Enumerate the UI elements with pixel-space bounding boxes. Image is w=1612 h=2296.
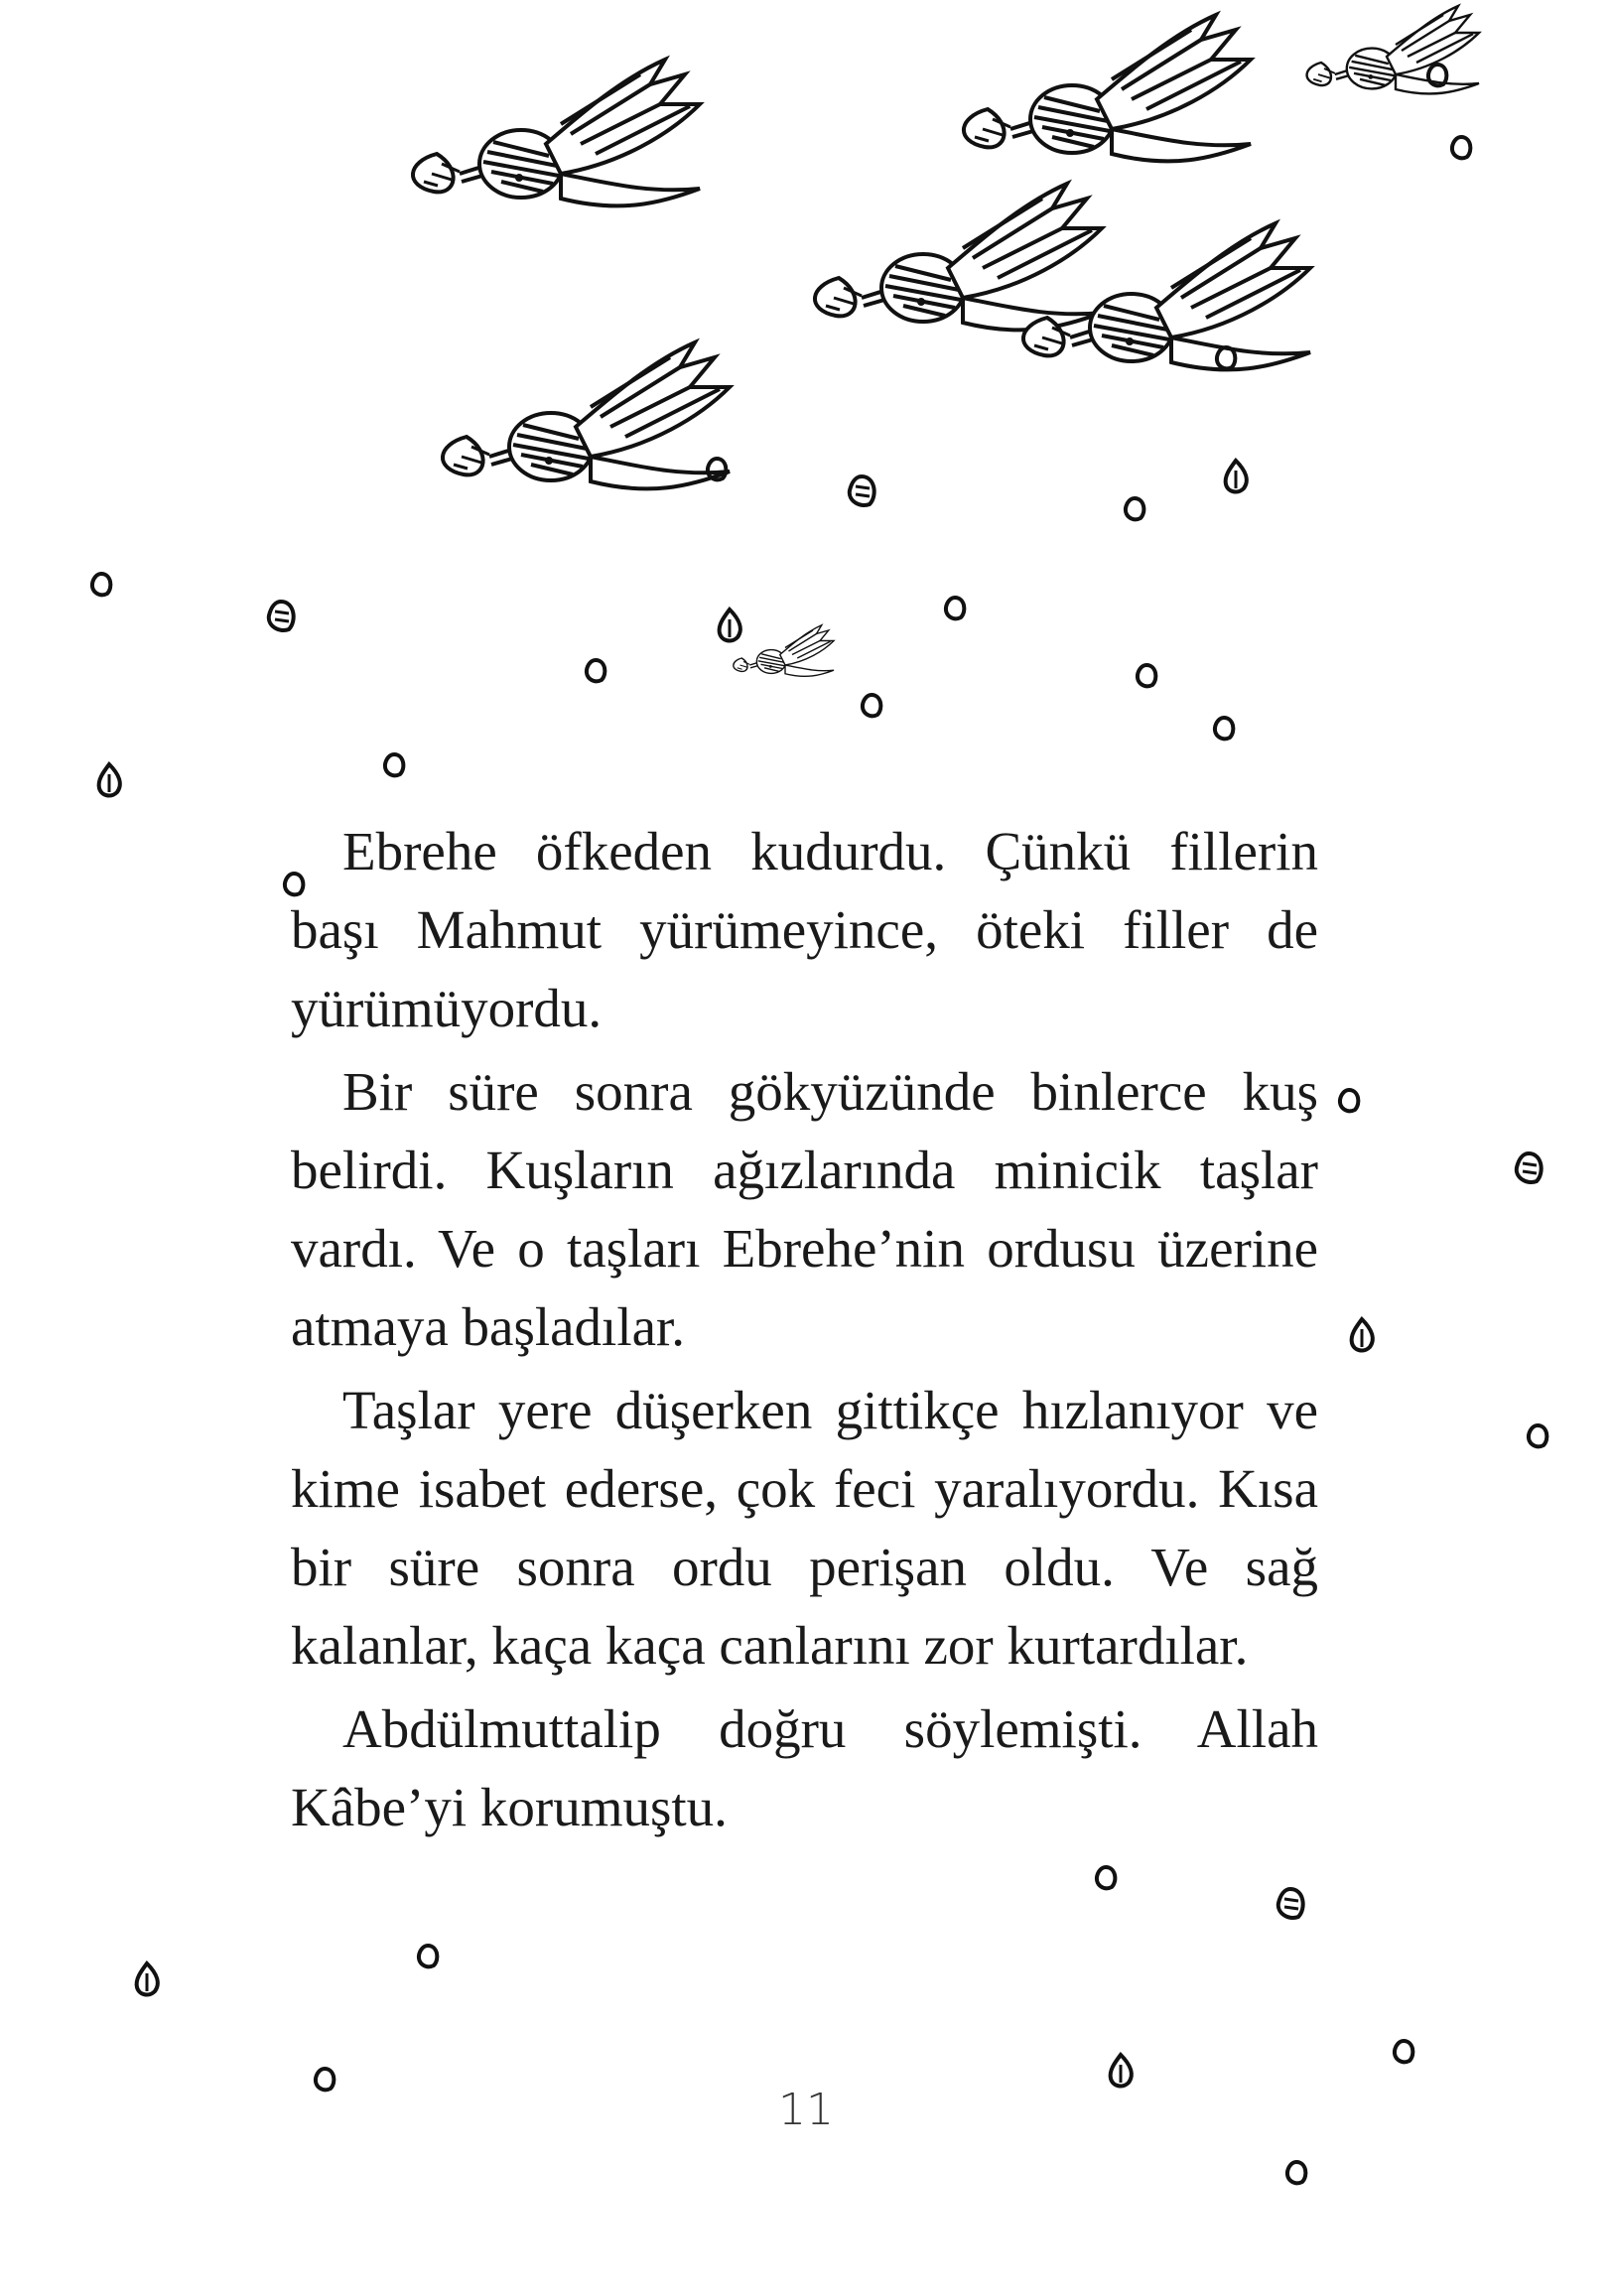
stone-icon: [1395, 2041, 1412, 2062]
bird-icon: [964, 15, 1251, 161]
stone-icon: [1352, 1319, 1373, 1350]
stone-icon: [720, 609, 740, 640]
stone-icon: [1097, 1867, 1115, 1888]
stone-icon: [137, 1963, 158, 1994]
bird-icon: [734, 625, 834, 677]
stone-icon: [1226, 461, 1247, 491]
stone-icon: [92, 574, 110, 595]
story-paragraph: Abdülmuttalip doğru söylemişti. Allah Kâbe’yi korumuştu.: [291, 1698, 1318, 1837]
stone-icon: [1138, 665, 1155, 686]
stone-icon: [385, 754, 403, 775]
stone-icon: [1278, 1889, 1303, 1918]
stone-icon: [850, 476, 874, 505]
story-paragraph: Ebrehe öfkeden kudurdu. Çünkü fillerin başı Mahmut yürümeyince, öteki filler de yürümüyordu.: [291, 821, 1318, 1038]
stone-icon: [863, 695, 880, 716]
bird-icon: [815, 184, 1102, 330]
bird-icon: [413, 60, 700, 205]
bird-icon: [1307, 6, 1479, 93]
story-paragraph: Taşlar yere düşerken gittikçe hızlanıyor ve kime isabet ederse, çok feci yaralıyordu. Kısa bir süre sonra ordu perişan oldu. Ve sağ kalanlar, kaça kaça canlarını zor kurtardılar.: [291, 1380, 1318, 1676]
stone-icon: [1287, 2162, 1305, 2183]
stone-icon: [1126, 498, 1143, 519]
bird-icon: [443, 342, 730, 488]
stone-icon: [1529, 1425, 1546, 1446]
stone-icon: [1340, 1090, 1358, 1111]
page-number: 11: [778, 2085, 834, 2135]
stone-icon: [419, 1946, 437, 1966]
stone-icon: [1517, 1153, 1542, 1182]
stone-icon: [1111, 2055, 1132, 2086]
stone-icon: [99, 764, 120, 795]
story-text: [291, 812, 1318, 1851]
story-paragraph: Bir süre sonra gökyüzünde binlerce kuş belirdi. Kuşların ağızlarında minicik taşlar vardı. Ve o taşları Ebrehe’nin ordusu üzerine atmaya başladılar.: [291, 1061, 1318, 1357]
stone-icon: [1215, 718, 1233, 739]
stone-icon: [269, 602, 294, 630]
stone-icon: [587, 660, 604, 681]
stone-icon: [1452, 137, 1470, 158]
stone-icon: [946, 598, 964, 618]
